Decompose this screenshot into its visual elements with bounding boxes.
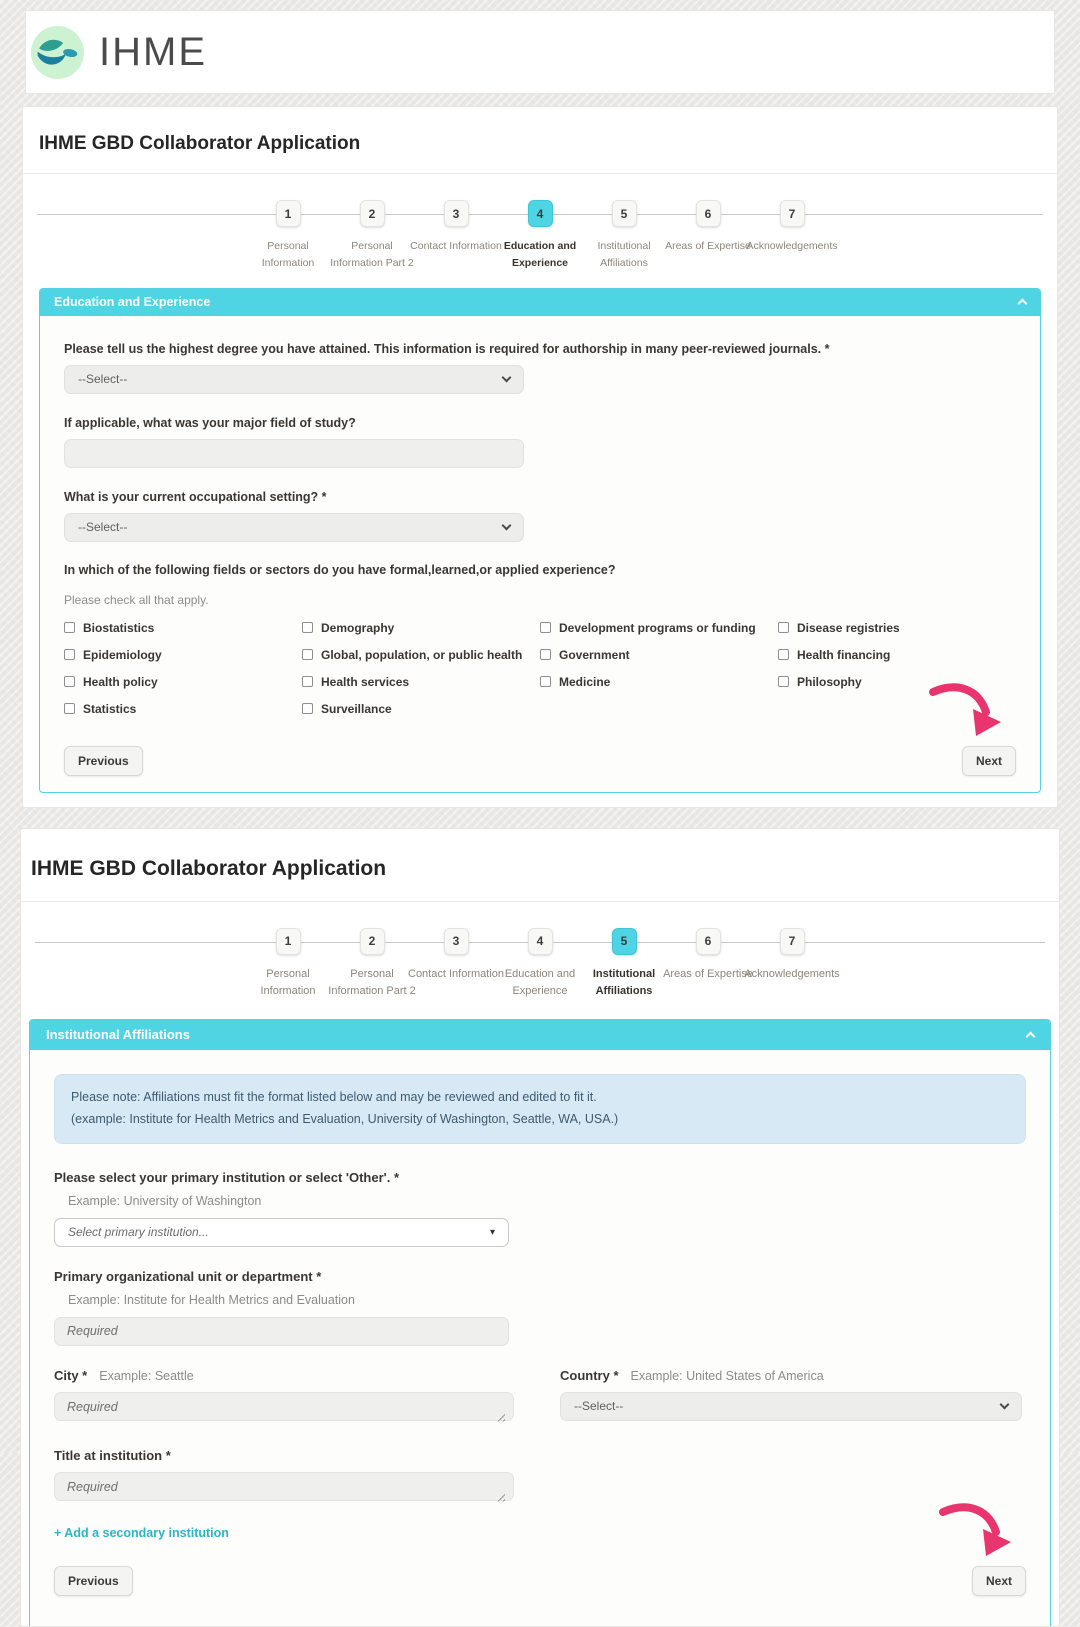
primary-institution-select[interactable] [54, 1218, 509, 1247]
checkbox-statistics[interactable] [64, 702, 302, 716]
step-label: Areas of Expertise [665, 240, 751, 252]
step-badge-active: 4 [528, 200, 553, 227]
step-institutional-affiliations[interactable] [582, 200, 666, 272]
add-secondary-institution-link[interactable]: + Add a secondary institution [54, 1525, 229, 1540]
country-label: Country * [560, 1367, 619, 1383]
institutional-affiliations-panel [29, 1019, 1051, 1626]
checkbox-medicine[interactable] [540, 675, 778, 689]
checkbox-label: Health policy [83, 674, 158, 689]
step-personal-information[interactable] [246, 928, 330, 1001]
title-at-institution-label: Title at institution * [54, 1447, 171, 1463]
checkbox-label: Health services [321, 674, 410, 689]
checkbox-label: Epidemiology [83, 647, 162, 662]
chevron-down-icon [1000, 1399, 1010, 1409]
country-select[interactable] [560, 1392, 1022, 1421]
progress-stepper [37, 200, 1043, 272]
step-label: Acknowledgements [746, 240, 838, 252]
checkbox-label: Surveillance [321, 701, 392, 716]
occupational-setting-select[interactable] [64, 513, 524, 542]
step-education-and-experience[interactable] [498, 200, 582, 272]
ihme-logo-icon [31, 26, 84, 79]
checkbox-label: Development programs or funding [559, 620, 756, 635]
step-areas-of-expertise[interactable] [666, 200, 750, 272]
question-fields-experience: In which of the following fields or sectors do you have formal,learned,or applied experience? [64, 562, 616, 577]
checkbox-label: Demography [321, 620, 395, 635]
step-personal-information-part-2[interactable] [330, 200, 414, 272]
note-line: Please note: Affiliations must fit the format listed below and may be reviewed and edited to fit it. [71, 1089, 597, 1104]
next-button[interactable]: Next [972, 1566, 1026, 1596]
brand-wordmark: IHME [99, 29, 207, 74]
page-title: IHME GBD Collaborator Application [39, 133, 361, 154]
select-value: --Select-- [574, 1399, 624, 1414]
step-acknowledgements[interactable] [746, 200, 838, 272]
step-contact-information[interactable] [408, 928, 504, 1001]
question-highest-degree: Please tell us the highest degree you have attained. This information is required for authorship in many peer-reviewed journals. * [64, 341, 830, 356]
page-title: IHME GBD Collaborator Application [31, 856, 387, 880]
step-badge: 7 [780, 200, 805, 227]
city-example: Example: Seattle [99, 1368, 194, 1383]
org-unit-example: Example: Institute for Health Metrics and Evaluation [68, 1292, 355, 1307]
org-unit-input[interactable] [54, 1317, 509, 1346]
panel-title: Education and Experience [54, 294, 211, 309]
note-line: (example: Institute for Health Metrics and Evaluation, University of Washington, Seattle, WA, USA.) [71, 1111, 619, 1126]
checkbox-health-financing[interactable] [778, 648, 1016, 662]
question-org-unit: Primary organizational unit or department * [54, 1268, 322, 1284]
step-label: Education and Experience [504, 967, 576, 998]
checkbox-label: Disease registries [797, 620, 900, 635]
step-badge: 6 [696, 928, 721, 955]
step-label: Institutional Affiliations [597, 240, 651, 269]
checkbox-surveillance[interactable] [302, 702, 540, 716]
step-badge: 1 [276, 928, 301, 955]
step-education-and-experience[interactable] [498, 928, 582, 1001]
checkbox-box[interactable] [64, 703, 75, 714]
step-badge: 2 [360, 928, 385, 955]
dropdown-arrow-icon: ▾ [489, 1226, 495, 1238]
step-personal-information-part-2[interactable] [330, 928, 414, 1001]
previous-button[interactable]: Previous [64, 746, 143, 776]
step-label: Contact Information [408, 967, 504, 980]
step-badge: 3 [444, 928, 469, 955]
page [0, 10, 1080, 1588]
step-label: Contact Information [410, 240, 502, 252]
previous-button[interactable]: Previous [54, 1566, 133, 1596]
affiliation-format-note [54, 1074, 1026, 1144]
checkbox-box[interactable] [540, 649, 551, 660]
step-badge: 1 [276, 200, 301, 227]
chevron-up-icon[interactable] [1026, 1031, 1036, 1041]
step-label: Personal Information Part 2 [328, 967, 416, 998]
checkbox-box[interactable] [302, 676, 313, 687]
checkbox-box[interactable] [778, 622, 789, 633]
step-areas-of-expertise[interactable] [663, 928, 753, 1001]
checkbox-global-population-health[interactable] [302, 648, 540, 662]
checkbox-development-programs[interactable] [540, 621, 778, 635]
checkbox-philosophy[interactable] [778, 675, 1016, 689]
step-acknowledgements[interactable] [744, 928, 840, 1001]
step-contact-information[interactable] [410, 200, 502, 272]
step-badge: 3 [444, 200, 469, 227]
degree-select[interactable] [64, 365, 524, 394]
checkbox-hint: Please check all that apply. [64, 592, 209, 607]
question-primary-institution: Please select your primary institution or select 'Other'. * [54, 1169, 400, 1185]
checkbox-box[interactable] [64, 622, 75, 633]
chevron-down-icon [502, 372, 512, 382]
step-institutional-affiliations[interactable] [582, 928, 666, 1001]
checkbox-label: Biostatistics [83, 620, 155, 635]
step-label: Education and Experience [503, 240, 577, 269]
divider [23, 173, 1057, 174]
chevron-up-icon[interactable] [1018, 299, 1028, 309]
step-label: Areas of Expertise [663, 967, 753, 980]
question-major-field: If applicable, what was your major field of study? [64, 415, 356, 430]
checkbox-box[interactable] [64, 649, 75, 660]
step-badge: 4 [528, 928, 553, 955]
panel-header[interactable] [40, 289, 1040, 316]
select-value: --Select-- [78, 372, 128, 387]
checkbox-box[interactable] [540, 622, 551, 633]
panel-title: Institutional Affiliations [46, 1026, 190, 1042]
step-badge-active: 5 [612, 928, 637, 955]
title-at-institution-input[interactable] [54, 1472, 514, 1501]
question-occupational-setting: What is your current occupational setting? * [64, 489, 327, 504]
education-experience-panel [39, 288, 1041, 793]
panel-header[interactable] [30, 1020, 1050, 1050]
progress-stepper [35, 928, 1045, 1001]
city-input[interactable] [54, 1392, 514, 1421]
city-label: City * [54, 1367, 88, 1383]
chevron-down-icon [502, 520, 512, 530]
checkbox-box[interactable] [64, 676, 75, 687]
checkbox-government[interactable] [540, 648, 778, 662]
major-field-input[interactable] [64, 439, 524, 468]
primary-institution-example: Example: University of Washington [68, 1193, 262, 1208]
step-badge: 2 [360, 200, 385, 227]
application-section-education [22, 106, 1058, 808]
divider [21, 901, 1059, 902]
select-value: --Select-- [78, 520, 128, 535]
step-label: Personal Information [260, 967, 316, 998]
checkbox-epidemiology[interactable] [64, 648, 302, 662]
checkbox-box[interactable] [778, 649, 789, 660]
step-label: Acknowledgements [744, 967, 840, 980]
checkbox-biostatistics[interactable] [64, 621, 302, 635]
checkbox-demography[interactable] [302, 621, 540, 635]
next-button[interactable]: Next [962, 746, 1016, 776]
step-label: Personal Information [261, 240, 315, 269]
checkbox-disease-registries[interactable] [778, 621, 1016, 635]
checkbox-label: Statistics [83, 701, 137, 716]
country-example: Example: United States of America [630, 1368, 824, 1383]
step-badge: 7 [780, 928, 805, 955]
checkbox-health-services[interactable] [302, 675, 540, 689]
step-label: Personal Information Part 2 [330, 240, 414, 269]
checkbox-label: Health financing [797, 647, 891, 662]
checkbox-box[interactable] [540, 676, 551, 687]
brand-header [25, 10, 1055, 94]
checkbox-label: Philosophy [797, 674, 862, 689]
checkbox-label: Government [559, 647, 630, 662]
step-personal-information[interactable] [246, 200, 330, 272]
checkbox-box[interactable] [778, 676, 789, 687]
checkbox-box[interactable] [302, 703, 313, 714]
application-section-affiliations [20, 828, 1060, 1627]
checkbox-label: Medicine [559, 674, 611, 689]
step-label: Institutional Affiliations [592, 967, 656, 998]
step-badge: 6 [696, 200, 721, 227]
step-badge: 5 [612, 200, 637, 227]
experience-checkbox-grid [64, 621, 1016, 716]
checkbox-label: Global, population, or public health [321, 647, 523, 662]
checkbox-health-policy[interactable] [64, 675, 302, 689]
select-placeholder: Select primary institution... [68, 1225, 209, 1240]
checkbox-box[interactable] [302, 622, 313, 633]
checkbox-box[interactable] [302, 649, 313, 660]
